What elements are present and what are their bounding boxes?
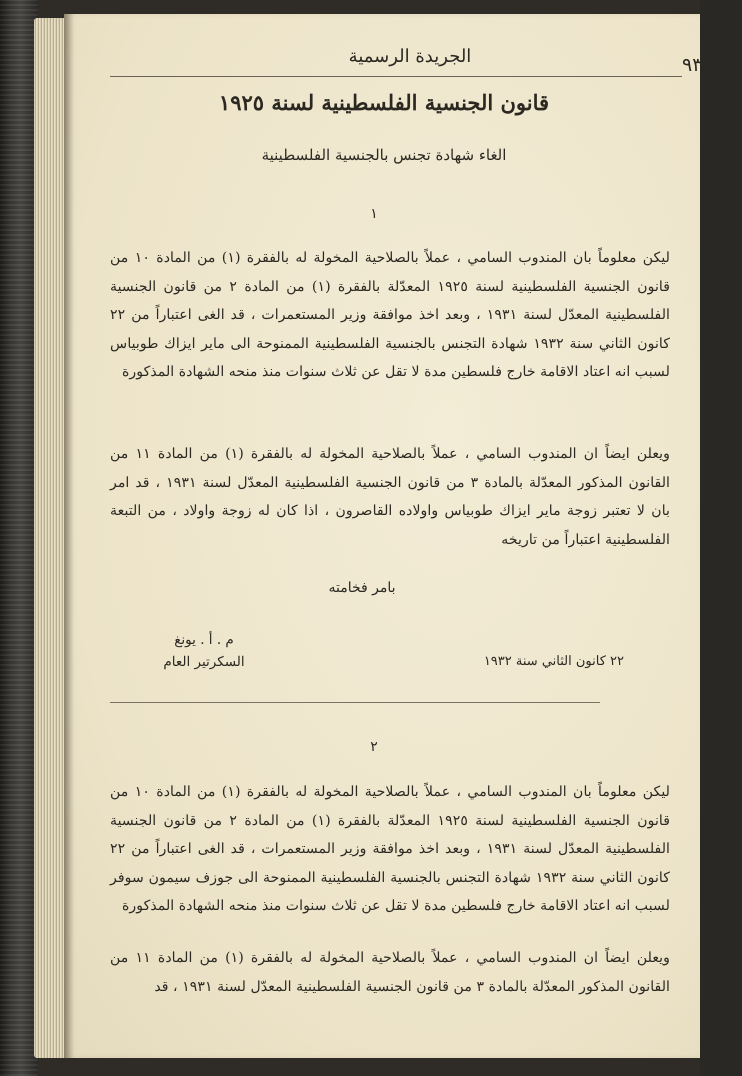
section-number-2: ٢ bbox=[370, 739, 378, 755]
by-order-line: بامر فخامته bbox=[328, 580, 396, 596]
page-edges bbox=[34, 18, 64, 1058]
book-binding bbox=[0, 0, 38, 1076]
section-1-paragraph-1: ليكن معلوماً بان المندوب السامي ، عملاً بالصلاحية المخولة له بالفقرة (١) من المادة ١٠ من قانون الجنسية الفلسطينية لسنة ١٩٢٥ المعدّلة بالفقرة (١) من المادة ٢ من قانون الجنسية الفلسطينية المعدّل لسنة ١٩٣١ ، وبعد اخذ موافقة وزير المستعمرات ، قد الغى اعتباراً من ٢٢ كانون الثاني سنة ١٩٣٢ شهادة التجنس بالجنسية الفلسطينية الممنوحة الى ماير ايزاك طوبياس لسبب انه اعتاد الاقامة خارج فلسطين مدة لا تقل عن ثلاث سنوات منذ منحه الشهادة المذكورة bbox=[110, 250, 670, 380]
page-number: ٩٣ bbox=[682, 54, 703, 76]
notice-date: ٢٢ كانون الثاني سنة ١٩٣٢ bbox=[483, 654, 624, 669]
section-2-paragraph-2: ويعلن ايضاً ان المندوب السامي ، عملاً بالصلاحية المخولة له بالفقرة (١) من المادة ١١ من القانون المذكور المعدّلة بالمادة ٣ من قانون الجنسية الفلسطينية المعدّل لسنة ١٩٣١ ، قد bbox=[110, 950, 670, 995]
law-title: قانون الجنسية الفلسطينية لسنة ١٩٢٥ bbox=[218, 90, 550, 115]
section-1-paragraph-2: ويعلن ايضاً ان المندوب السامي ، عملاً بالصلاحية المخولة له بالفقرة (١) من المادة ١١ من القانون المذكور المعدّلة بالمادة ٣ من قانون الجنسية الفلسطينية المعدّل لسنة ١٩٣١ ، قد امر بان لا تعتبر زوجة ماير ايزاك طوبياس واولاده القاصرون ، اذا كان له زوجة واولاد ، من التبعة الفلسطينية اعتباراً من تاريخه bbox=[110, 446, 670, 548]
page-gutter-shadow bbox=[64, 14, 74, 1058]
section-2-paragraph-1: ليكن معلوماً بان المندوب السامي ، عملاً بالصلاحية المخولة له بالفقرة (١) من المادة ١٠ من قانون الجنسية الفلسطينية لسنة ١٩٢٥ المعدّلة بالفقرة (١) من المادة ٢ من قانون الجنسية الفلسطينية المعدّل لسنة ١٩٣١ ، وبعد اخذ موافقة وزير المستعمرات ، قد الغى اعتباراً من ٢٢ كانون الثاني سنة ١٩٣٢ شهادة التجنس بالجنسية الفلسطينية الممنوحة الى جوزف سيمون سوفر لسبب انه اعتاد الاقامة خارج فلسطين مدة لا تقل عن ثلاث سنوات منذ منحه الشهادة المذكورة bbox=[110, 784, 670, 914]
notice-subtitle: الغاء شهادة تجنس بالجنسية الفلسطينية bbox=[261, 146, 507, 164]
gazette-page bbox=[64, 14, 703, 1058]
signatory-position: السكرتير العام bbox=[163, 654, 245, 670]
signature-block bbox=[144, 629, 264, 673]
section-number-1: ١ bbox=[370, 206, 378, 222]
section-divider bbox=[110, 702, 600, 703]
signatory-name: م . أ . يونغ bbox=[174, 632, 234, 648]
page-header bbox=[110, 36, 703, 77]
journal-title: الجريدة الرسمية bbox=[348, 46, 472, 67]
